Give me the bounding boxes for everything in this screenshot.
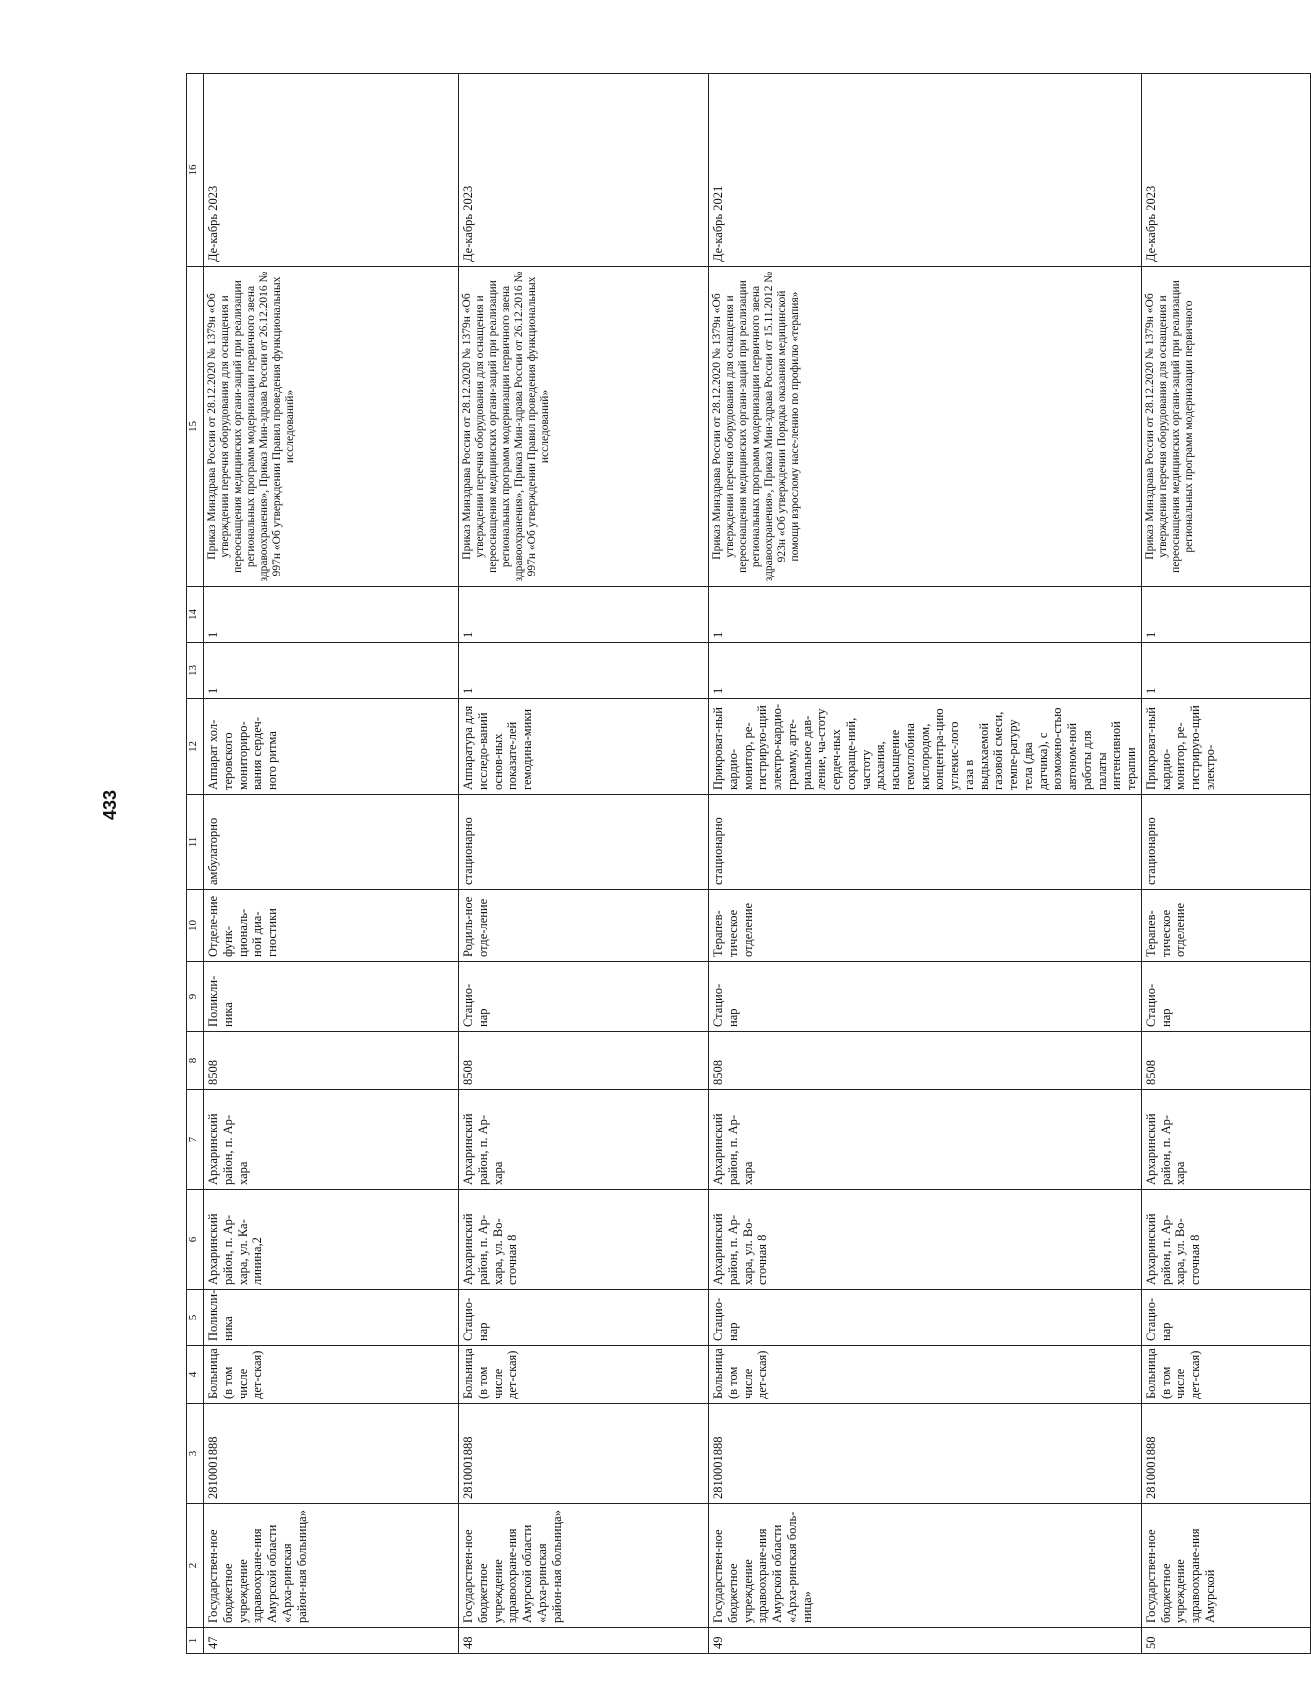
col-header-14: 14 — [187, 587, 204, 643]
cell-col-8: 8508 — [1141, 1032, 1310, 1090]
cell-col-9: Стацио-нар — [709, 962, 1142, 1032]
organization-code: 2810001888 — [204, 1404, 459, 1504]
legal-basis: Приказ Минздрава России от 28.12.2020 № 1379н «Об утверждении перечня оборудования для оснащения и переоснащения медицинских органи-заций при реализации региональных программ модернизации первичного звена здравоохранения», Приказ Мин-здрава России от 26.12.2016 № 997н «Об утверждении Правил проведения функциональных исследований» — [459, 267, 709, 587]
deadline: Де-кабрь 2021 — [709, 74, 1142, 267]
organization-type: Больница (в том числе дет-ская) — [1141, 1346, 1310, 1404]
col-header-13: 13 — [187, 643, 204, 699]
equipment-name: Прикроват-ный кардио-монитор, ре-гистрирую-щий электро-кардио-грамму, арте-риальное дав-ление, ча-стоту сердеч-ных сокраще-ний, частоту дыхания, насыщение гемоглобина кислородом, концентра-цию углекис-лого газа в выдыхаемой газовой смеси, темпе-ратуру тела (два датчика), с возможно-стью автоном-ной работы для палаты интенсивной терапии — [709, 699, 1142, 795]
department: Терапев-тическое отделение — [709, 890, 1142, 962]
col-header-3: 3 — [187, 1404, 204, 1504]
department: Терапев-тическое отделение — [1141, 890, 1310, 962]
column-number-row — [187, 74, 204, 1654]
department: Родиль-ное отде-ление — [459, 890, 709, 962]
table-row — [709, 74, 1142, 1654]
row-number: 48 — [459, 1628, 709, 1654]
address: Архаринский район, п. Ар-хара, ул. Во-сточная 8 — [459, 1190, 709, 1290]
legal-basis: Приказ Минздрава России от 28.12.2020 № 1379н «Об утверждении перечня оборудования для оснащения и переоснащения медицинских органи-заций при реализации региональных программ модернизации первичного звена здравоохранения», Приказ Мин-здрава России от 15.11.2012 № 923н «Об утверждении Порядка оказания медицинской помощи взрослому насе-лению по профилю «терапия» — [709, 267, 1142, 587]
cell-col-14: 1 — [1141, 587, 1310, 643]
organization-name: Государствен-ное бюджетное учреждение здравоохране-ния Амурской области «Арха-ринская боль-ница» — [709, 1504, 1142, 1628]
legal-basis: Приказ Минздрава России от 28.12.2020 № 1379н «Об утверждении перечня оборудования для оснащения и переоснащения медицинских органи-заций при реализации региональных программ модернизации первичного звена здравоохранения», Приказ Мин-здрава России от 26.12.2016 № 997н «Об утверждении Правил проведения функциональных исследований» — [204, 267, 459, 587]
address: Архаринский район, п. Ар-хара, ул. Во-сточная 8 — [709, 1190, 1142, 1290]
locality: Архаринский район, п. Ар-хара — [204, 1090, 459, 1190]
organization-name: Государствен-ное бюджетное учреждение здравоохране-ния Амурской — [1141, 1504, 1310, 1628]
col-header-4: 4 — [187, 1346, 204, 1404]
col-header-6: 6 — [187, 1190, 204, 1290]
row-number: 49 — [709, 1628, 1142, 1654]
table-row — [459, 74, 709, 1654]
legal-basis: Приказ Минздрава России от 28.12.2020 № 1379н «Об утверждении перечня оборудования для оснащения и переоснащения медицинских органи-заций при реализации региональных программ модернизации первичного — [1141, 267, 1310, 587]
col-header-5: 5 — [187, 1290, 204, 1346]
equipment-name: Аппарат хол-теровского мониториро-вания сердеч-ного ритма — [204, 699, 459, 795]
organization-name: Государствен-ное бюджетное учреждение здравоохране-ния Амурской области «Арха-ринская район-ная больница» — [204, 1504, 459, 1628]
cell-col-9: Поликли-ника — [204, 962, 459, 1032]
cell-col-13: 1 — [204, 643, 459, 699]
cell-col-13: 1 — [459, 643, 709, 699]
organization-code: 2810001888 — [1141, 1404, 1310, 1504]
care-form: амбулаторно — [204, 795, 459, 890]
organization-code: 2810001888 — [459, 1404, 709, 1504]
organization-type: Больница (в том числе дет-ская) — [204, 1346, 459, 1404]
cell-col-9: Стацио-нар — [459, 962, 709, 1032]
organization-code: 2810001888 — [709, 1404, 1142, 1504]
organization-type: Больница (в том числе дет-ская) — [709, 1346, 1142, 1404]
row-number: 50 — [1141, 1628, 1310, 1654]
table-wrapper — [186, 74, 1217, 1654]
col-header-12: 12 — [187, 699, 204, 795]
locality: Архаринский район, п. Ар-хара — [1141, 1090, 1310, 1190]
care-form: стационарно — [709, 795, 1142, 890]
care-form: стационарно — [459, 795, 709, 890]
organization-type: Больница (в том числе дет-ская) — [459, 1346, 709, 1404]
deadline: Де-кабрь 2023 — [1141, 74, 1310, 267]
col-header-2: 2 — [187, 1504, 204, 1628]
col-header-1: 1 — [187, 1628, 204, 1654]
deadline: Де-кабрь 2023 — [204, 74, 459, 267]
col-header-15: 15 — [187, 267, 204, 587]
cell-col-14: 1 — [204, 587, 459, 643]
cell-col-13: 1 — [709, 643, 1142, 699]
equipment-name: Аппаратура для исследо-ваний основ-ных показате-лей гемодина-мики — [459, 699, 709, 795]
deadline: Де-кабрь 2023 — [459, 74, 709, 267]
cell-col-9: Стацио-нар — [1141, 962, 1310, 1032]
subdivision: Стацио-нар — [709, 1290, 1142, 1346]
care-form: стационарно — [1141, 795, 1310, 890]
cell-col-8: 8508 — [709, 1032, 1142, 1090]
department: Отделе-ние функ-циональ-ной диа-гностики — [204, 890, 459, 962]
cell-col-8: 8508 — [204, 1032, 459, 1090]
row-number: 47 — [204, 1628, 459, 1654]
equipment-name: Прикроват-ный кардио-монитор, ре-гистрирую-щий электро- — [1141, 699, 1310, 795]
cell-col-14: 1 — [709, 587, 1142, 643]
cell-col-13: 1 — [1141, 643, 1310, 699]
table-row — [1141, 74, 1310, 1654]
organization-name: Государствен-ное бюджетное учреждение здравоохране-ния Амурской области «Арха-ринская район-ная больница» — [459, 1504, 709, 1628]
table-row — [204, 74, 459, 1654]
cell-col-8: 8508 — [459, 1032, 709, 1090]
subdivision: Стацио-нар — [459, 1290, 709, 1346]
address: Архаринский район, п. Ар-хара, ул. Во-сточная 8 — [1141, 1190, 1310, 1290]
col-header-16: 16 — [187, 74, 204, 267]
col-header-7: 7 — [187, 1090, 204, 1190]
subdivision: Стацио-нар — [1141, 1290, 1310, 1346]
subdivision: Поликли-ника — [204, 1290, 459, 1346]
col-header-9: 9 — [187, 962, 204, 1032]
col-header-11: 11 — [187, 795, 204, 890]
page-number: 433 — [100, 789, 120, 820]
address: Архаринский район, п. Ар-хара, ул. Ка-линина,2 — [204, 1190, 459, 1290]
col-header-8: 8 — [187, 1032, 204, 1090]
cell-col-14: 1 — [459, 587, 709, 643]
locality: Архаринский район, п. Ар-хара — [709, 1090, 1142, 1190]
equipment-table — [186, 73, 1311, 1654]
col-header-10: 10 — [187, 890, 204, 962]
locality: Архаринский район, п. Ар-хара — [459, 1090, 709, 1190]
